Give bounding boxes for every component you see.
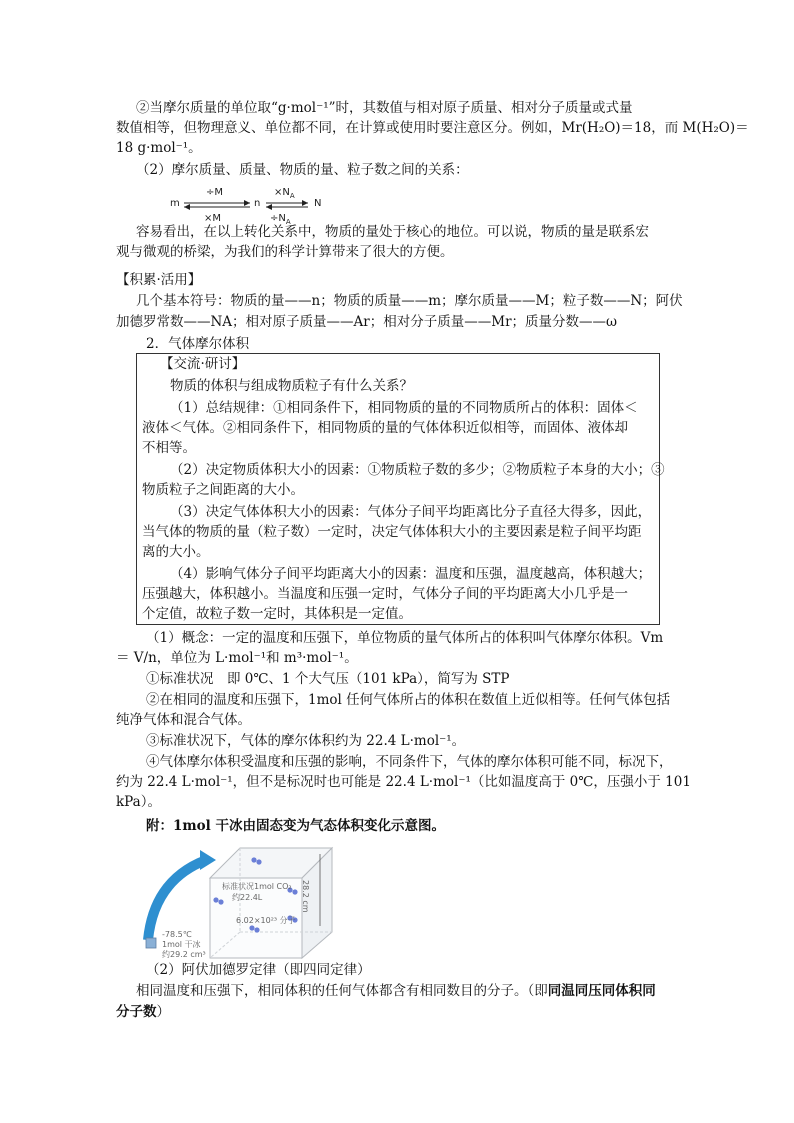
text-line: 18 g·mol⁻¹。 xyxy=(116,140,202,156)
box-question: 物质的体积与组成物质粒子有什么关系？ xyxy=(170,378,413,394)
solid-label: 约29.2 cm³ xyxy=(162,950,206,959)
relation-diagram xyxy=(170,185,330,225)
section-heading: （2）摩尔质量、质量、物质的量、粒子数之间的关系： xyxy=(136,162,469,178)
appendix-title: 附：1mol 干冰由固态变为气态体积变化示意图。 xyxy=(146,818,446,834)
text-line: ②在相同的温度和压强下，1mol 任何气体所占的体积在数值上近似相等。任何气体包括 xyxy=(146,692,671,708)
box-text: 液体＜气体。②相同条件下，相同物质的量的气体体积近似相等，而固体、液体却 xyxy=(142,420,628,436)
dry-ice-figure xyxy=(140,840,360,960)
symbol-n: n xyxy=(254,198,261,209)
box-text: 离的大小。 xyxy=(142,544,210,560)
box-text: 物质粒子之间距离的大小。 xyxy=(142,482,304,498)
text-line: 几个基本符号：物质的量——n；物质的质量——m；摩尔质量——M；粒子数——N；阿伏 xyxy=(136,293,683,309)
section-heading: （2）阿伏加德罗定律（即四同定律） xyxy=(146,962,371,978)
bold-span: 同温同压同体积同 xyxy=(547,983,656,999)
text-line xyxy=(136,983,656,1000)
arrow-label: S→蒸发ΔH xyxy=(165,876,197,913)
box-text: 压强越大，体积越小。当温度和压强一定时，气体分子间的平均距离大小几乎是一 xyxy=(142,586,628,602)
box-text: （1）总结规律：①相同条件下，相同物质的量的不同物质所占的体积：固体＜ xyxy=(170,400,638,416)
text-line: 约为 22.4 L·mol⁻¹，但不是标况时也可能是 22.4 L·mol⁻¹（比如温度高于 0℃，压强小于 101 xyxy=(116,774,691,790)
box-text: 个定值，故粒子数一定时，其体积是一定值。 xyxy=(142,606,412,622)
inner-label: 标准状况1mol CO₂ xyxy=(222,882,292,891)
solid-label: -78.5℃ xyxy=(162,930,192,939)
relation-arrows xyxy=(170,185,330,225)
inner-label: 约22.4L xyxy=(232,893,263,902)
text-line: 容易看出，在以上转化关系中，物质的量处于核心的地位。可以说，物质的量是联系宏 xyxy=(136,224,649,240)
box-text: （3）决定气体体积大小的因素：气体分子间平均距离比分子直径大得多，因此， xyxy=(170,504,652,520)
text-line: 纯净气体和混合气体。 xyxy=(116,712,251,728)
solid-label: 1mol 干冰 xyxy=(162,940,201,949)
side-length-label: 28.2 cm xyxy=(301,880,310,913)
text-line: ①标准状况 即 0℃、1 个大气压（101 kPa），简写为 STP xyxy=(146,671,510,687)
box-text: （2）决定物质体积大小的因素：①物质粒子数的多少；②物质粒子本身的大小；③ xyxy=(170,462,665,478)
symbol-m: m xyxy=(170,198,180,209)
text-line: ＝ V/n，单位为 L·mol⁻¹和 m³·mol⁻¹。 xyxy=(116,650,358,666)
box-text: （4）影响气体分子间平均距离大小的因素：温度和压强，温度越高，体积越大； xyxy=(170,566,652,582)
label-times-M: ×M xyxy=(204,213,222,224)
box-text: 当气体的物质的量（粒子数）一定时，决定气体体积大小的主要因素是粒子间平均距 xyxy=(142,524,642,540)
text-line: kPa）。 xyxy=(116,794,161,810)
label-times-NA: $\times N_A$ xyxy=(274,187,295,200)
molecule-label: 6.02×10²³ 分子 xyxy=(236,916,296,925)
symbol-N: N xyxy=(314,198,322,209)
text-line xyxy=(116,1004,170,1021)
section-heading: 【积累·活用】 xyxy=(116,272,202,288)
text-line: ③标准状况下，气体的摩尔体积约为 22.4 L·mol⁻¹。 xyxy=(146,733,466,749)
text-line: （1）概念：一定的温度和压强下，单位物质的量气体所占的体积叫气体摩尔体积。Vm xyxy=(146,630,664,646)
text-line: 加德罗常数——NA；相对原子质量——Ar；相对分子质量——Mr；质量分数——ω xyxy=(116,314,618,330)
text-line: ④气体摩尔体积受温度和压强的影响，不同条件下，气体的摩尔体积可能不同，标况下， xyxy=(146,754,673,770)
box-text: 不相等。 xyxy=(142,440,196,456)
text-line: ②当摩尔质量的单位取“g·mol⁻¹”时，其数值与相对原子质量、相对分子质量或式量 xyxy=(136,100,633,116)
box-title: 【交流·研讨】 xyxy=(160,356,246,372)
label-divide-M: ÷M xyxy=(206,187,224,198)
bold-span: 分子数 xyxy=(116,1004,157,1020)
label-divide-NA: $\div N_A$ xyxy=(270,213,291,226)
section-title: 2．气体摩尔体积 xyxy=(146,336,250,352)
text-span: ） xyxy=(156,1004,170,1020)
text-span: 相同温度和压强下，相同体积的任何气体都含有相同数目的分子。（即 xyxy=(136,983,548,999)
text-line: 观与微观的桥梁，为我们的科学计算带来了很大的方便。 xyxy=(116,244,454,260)
text-line: 数值相等，但物理意义、单位都不同，在计算或使用时要注意区分。例如，Mr(H₂O)＝18，而 M(H₂O)＝ xyxy=(116,120,749,136)
